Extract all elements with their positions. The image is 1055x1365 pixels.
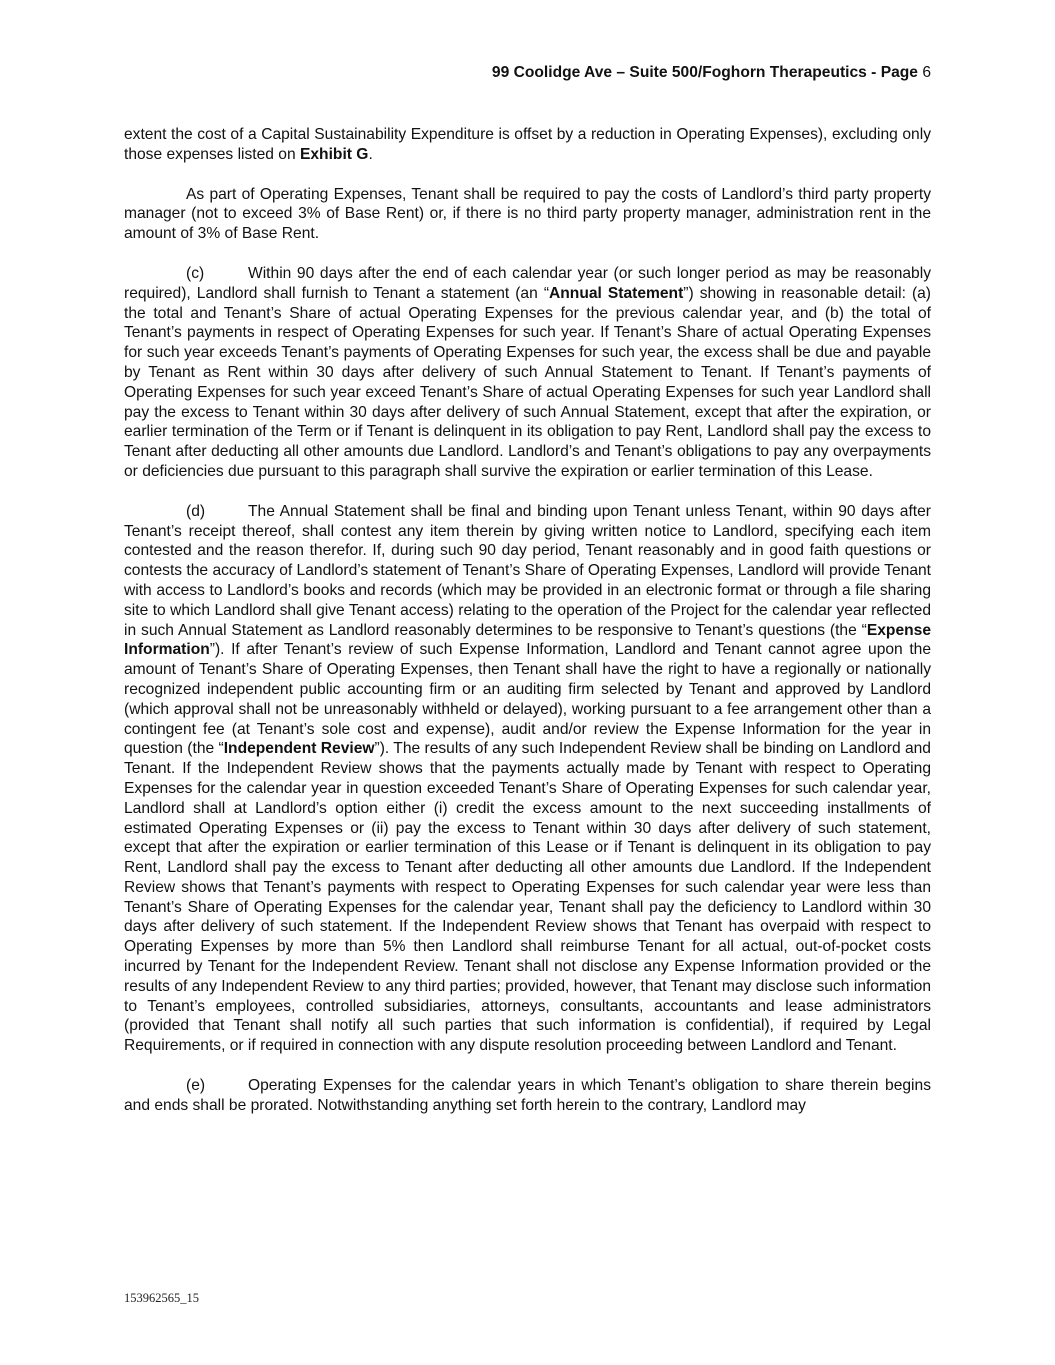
defined-term-exhibit-g: Exhibit G: [299, 145, 369, 163]
defined-term-expense-information: Expense Information: [124, 621, 931, 659]
document-body: [124, 125, 931, 1136]
page-number: 6: [922, 64, 931, 81]
defined-term-independent-review: Independent Review: [223, 740, 375, 758]
paragraph-text: Operating Expenses for the calendar years in which Tenant’s obligation to share therein begins and ends shall be prorated. Notwithstanding anything set forth herein to the contrary, Landlord may: [124, 1077, 931, 1114]
paragraph-d: [124, 502, 931, 1056]
paragraph-label-c: (c): [186, 264, 205, 282]
footer-doc-id: 153962565_15: [124, 1291, 199, 1305]
paragraph-e: [124, 1076, 931, 1116]
page-header: [492, 63, 931, 83]
paragraph-text: The Annual Statement shall be final and binding upon Tenant unless Tenant, within 90 days after Tenant’s receipt thereof, shall contest any item therein by giving written notice to Landlord, specifying each item contested and the reason therefor. If, during such 90 day period, Tenant reasonably and in good faith questions or contests the accuracy of Landlord’s statement of Tenant’s Share of Operating Expenses, Landlord will provide Tenant with access to Landlord’s books and records (which may be provided in an electronic format or through a file sharing site to which Landlord shall give Tenant access) relating to the operation of the Project for the calendar year reflected in such Annual Statement as Landlord reasonably determines to be responsive to Tenant’s questions (the “: [124, 502, 931, 639]
paragraph-text: extent the cost of a Capital Sustainability Expenditure is offset by a reduction in Operating Expenses), excluding only those expenses listed on: [124, 126, 931, 163]
paragraph-text: As part of Operating Expenses, Tenant shall be required to pay the costs of Landlord’s third party property manager (not to exceed 3% of Base Rent) or, if there is no third party property manager, administration rent in the amount of 3% of Base Rent.: [124, 185, 931, 243]
paragraph-text: ”) showing in reasonable detail: (a) the total and Tenant’s Share of actual Operating Expenses for the previous calendar year, and (b) the total of Tenant’s payments in respect of Operating Expenses for such year. If Tenant’s Share of actual Operating Expenses for such year exceeds Tenant’s payments of Operating Expenses for such year, the excess shall be due and payable by Tenant as Rent within 30 days after delivery of such Annual Statement to Tenant. If Tenant’s payments of Operating Expenses for such year exceed Tenant’s Share of actual Operating Expenses for such year Landlord shall pay the excess to Tenant within 30 days after delivery of such Annual Statement, except that after the expiration, or earlier termination of the Term or if Tenant is delinquent in its obligation to pay Rent, Landlord shall pay the excess to Tenant after deducting all other amounts due Landlord. Landlord’s and Tenant’s obligations to pay any overpayments or deficiencies due pursuant to this paragraph shall survive the expiration or earlier termination of this Lease.: [124, 284, 932, 480]
paragraph-property-manager: [124, 185, 931, 244]
paragraph-text: Within 90 days after the end of each calendar year (or such longer period as may be reasonably required), Landlord shall furnish to Tenant a statement (an “: [124, 264, 931, 302]
paragraph-label-e: (e): [186, 1077, 206, 1095]
paragraph-c: [124, 264, 931, 482]
paragraph-text: ”). The results of any such Independent Review shall be binding on Landlord and Tenant. If the Independent Review shows that the payments actually made by Tenant with respect to Operating Expenses for the calendar year in question exceeded Tenant’s Share of Operating Expenses for such calendar year, Landlord shall at Landlord’s option either (i) credit the excess amount to the next succeeding installments of estimated Operating Expenses or (ii) pay the excess to Tenant within 30 days after delivery of such statement, except that after the expiration or earlier termination of this Lease or if Tenant is delinquent in its obligation to pay Rent, Landlord shall pay the excess to Tenant after deducting all other amounts due Landlord. If the Independent Review shows that Tenant’s payments with respect to Operating Expenses for such calendar year were less than Tenant’s Share of Operating Expenses for the calendar year, Tenant shall pay the deficiency to Landlord within 30 days after delivery of such statement. If the Independent Review shows that Tenant has overpaid with respect to Operating Expenses by more than 5% then Landlord shall reimburse Tenant for all actual, out-of-pocket costs incurred by Tenant for the Independent Review. Tenant shall not disclose any Expense Information provided or the results of any Independent Review to any third parties; provided, however, that Tenant may disclose such information to Tenant’s employees, controlled subsidiaries, attorneys, consultants, accountants and lease administrators (provided that Tenant shall notify all such parties that such information is confidential), if required by Legal Requirements, or if required in connection with any dispute resolution proceeding between Landlord and Tenant.: [124, 740, 931, 1055]
defined-term-annual-statement: Annual Statement: [549, 284, 684, 302]
header-title: 99 Coolidge Ave – Suite 500/Foghorn Therapeutics - Page: [491, 64, 918, 81]
paragraph-label-d: (d): [186, 502, 206, 520]
paragraph-continuation: [124, 125, 931, 165]
paragraph-text: ”). If after Tenant’s review of such Expense Information, Landlord and Tenant cannot agree upon the amount of Tenant’s Share of Operating Expenses, then Tenant shall have the right to have a regionally or nationally recognized independent public accounting firm or an auditing firm selected by Tenant and approved by Landlord (which approval shall not be unreasonably withheld or delayed), working pursuant to a fee arrangement other than a contingent fee (at Tenant’s sole cost and expense), audit and/or review the Expense Information for the year in question (the “: [124, 641, 931, 758]
paragraph-text: .: [368, 145, 373, 163]
